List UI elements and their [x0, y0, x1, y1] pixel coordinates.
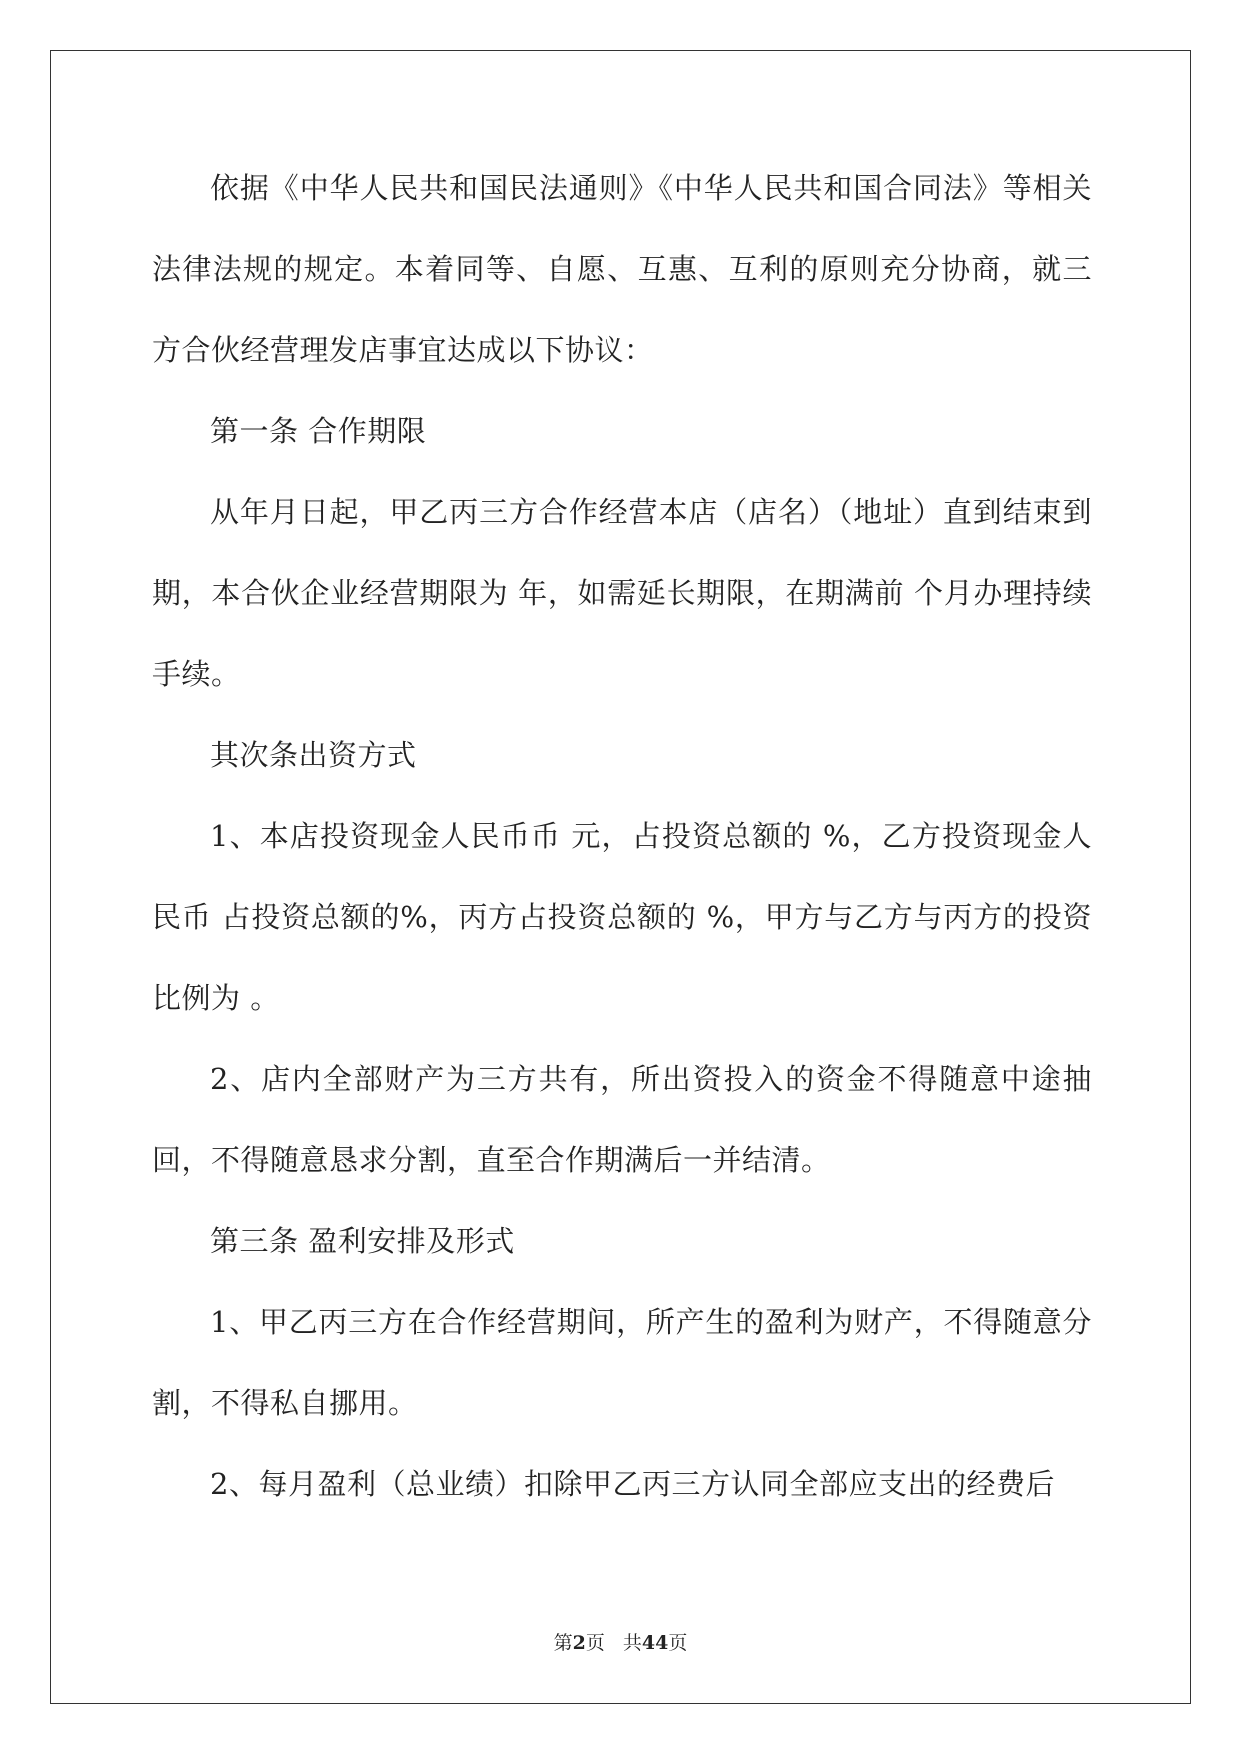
paragraph-preamble: 依据《中华人民共和国民法通则》《中华人民共和国合同法》等相关法律法规的规定。本着同等、自愿、互惠、互利的原则充分协商，就三方合伙经营理发店事宜达成以下协议：: [152, 171, 1092, 367]
paragraph-contribution-2: 2、店内全部财产为三方共有，所出资投入的资金不得随意中途抽回，不得随意恳求分割，直至合作期满后一并结清。: [152, 1062, 1092, 1177]
article-1-heading: 第一条 合作期限: [210, 414, 427, 448]
total-suffix: 页: [668, 1632, 688, 1654]
page-total: 44: [641, 1632, 669, 1654]
page-current: 2: [572, 1632, 586, 1654]
paragraph-contribution-1: 1、本店投资现金人民币币 元，占投资总额的 %，乙方投资现金人民币 占投资总额的%，丙方占投资总额的 %，甲方与乙方与丙方的投资比例为 。: [152, 819, 1092, 1015]
page-prefix: 第: [553, 1632, 573, 1654]
article-3-heading: 第三条 盈利安排及形式: [210, 1224, 515, 1258]
paragraph-profit-1: 1、甲乙丙三方在合作经营期间，所产生的盈利为财产，不得随意分割，不得私自挪用。: [152, 1305, 1092, 1420]
paragraph-term: 从年月日起，甲乙丙三方合作经营本店（店名）（地址）直到结束到期，本合伙企业经营期限为 年，如需延长期限，在期满前 个月办理持续手续。: [152, 495, 1092, 691]
paragraph-profit-2: 2、每月盈利（总业绩）扣除甲乙丙三方认同全部应支出的经费后: [210, 1467, 1055, 1501]
total-prefix: 共: [622, 1632, 642, 1654]
document-body: [152, 148, 1092, 1525]
article-2-heading: 其次条出资方式: [210, 738, 417, 772]
page-suffix: 页: [585, 1632, 605, 1654]
page-footer: [0, 1628, 1241, 1655]
